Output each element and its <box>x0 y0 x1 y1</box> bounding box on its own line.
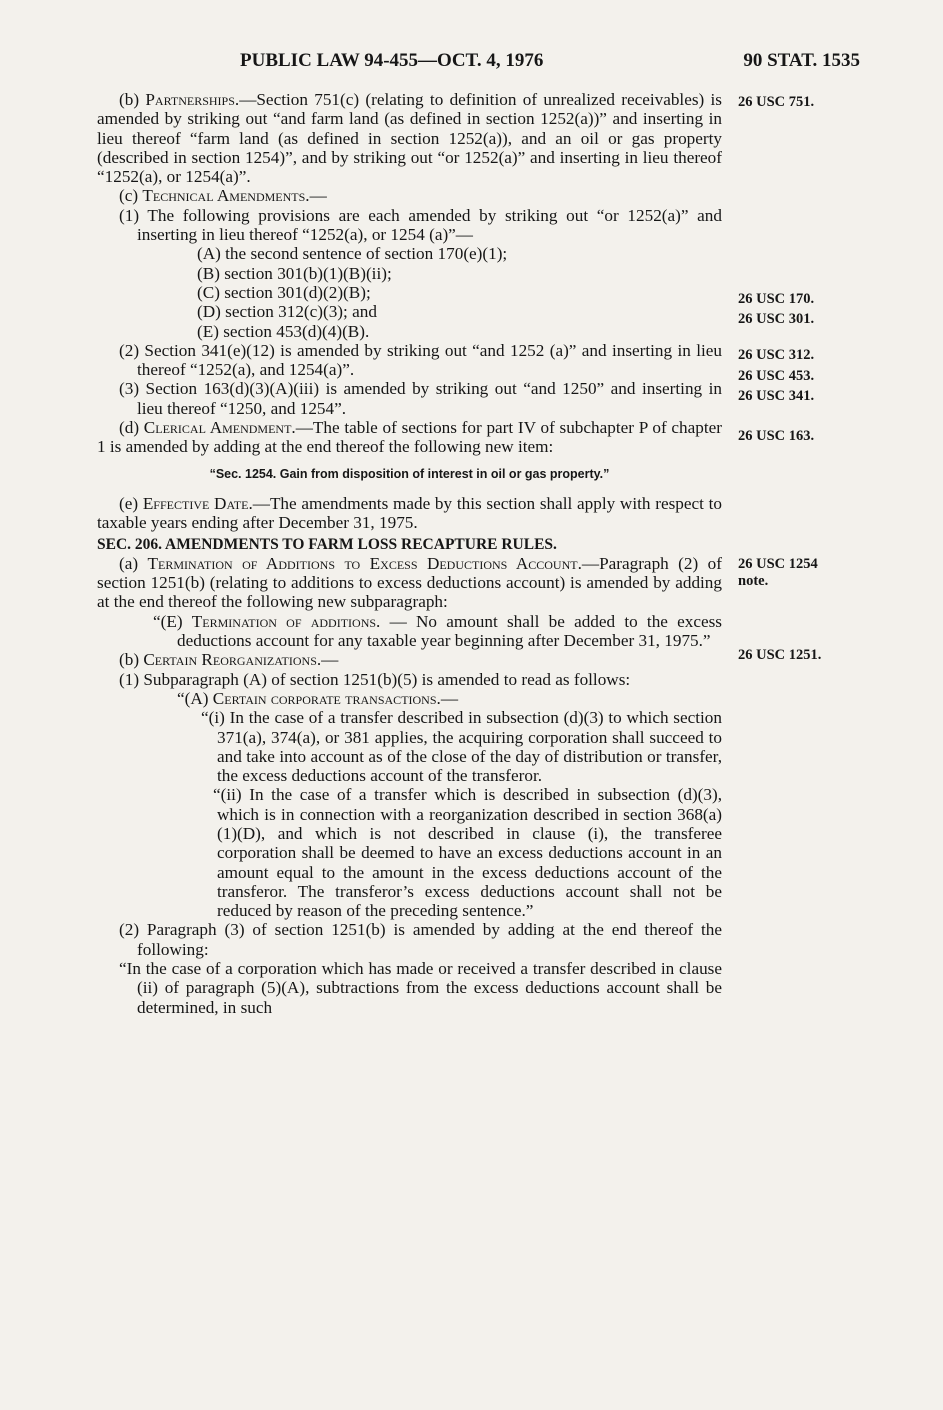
paragraph-a-termination: (a) Termination of Additions to Excess Deductions Account.—Paragraph (2) of section 1251(b) (relating to additions to excess deductions account) is amended by adding at the end thereof the following new subparagraph: <box>97 553 722 612</box>
paragraph-c1: (1) The following provisions are each amended by striking out “or 1252(a)” and inserting in lieu thereof “1252(a), or 1254 (a)”— <box>119 205 722 245</box>
quoted-text-tail: “In the case of a corporation which has made or received a transfer described in clause (ii) of paragraph (5)(A), subtractions from the excess deductions account shall be determined, in such <box>119 959 722 1017</box>
paragraph-b-partnerships: (b) Partnerships.—Section 751(c) (relating to definition of unrealized receivables) is amended by striking out “and farm land (as defined in section 1252(a))” and inserting in lieu thereof “farm land (as defined in section 1252(a)), and an oil or gas property (described in section 1254)”, and by striking out “or 1252(a)” and inserting in lieu thereof “1252(a), or 1254(a)”. <box>97 90 722 187</box>
list-item: (C) section 301(d)(2)(B); <box>197 282 371 302</box>
page-header <box>240 50 860 78</box>
margin-note: note. <box>738 573 769 589</box>
quoted-subparagraph-a: “(A) Certain corporate transactions.— <box>177 688 459 708</box>
margin-note: 26 USC 1254 <box>738 556 818 572</box>
paragraph-c3: (3) Section 163(d)(3)(A)(iii) is amended by striking out “and 1250” and inserting in lieu thereof “1250, and 1254”. <box>119 379 722 418</box>
margin-note: 26 USC 453. <box>738 368 815 384</box>
list-item: (B) section 301(b)(1)(B)(ii); <box>197 263 392 283</box>
paragraph-c2: (2) Section 341(e)(12) is amended by striking out “and 1252 (a)” and inserting in lieu thereof “1252(a), and 1254(a)”. <box>119 340 722 380</box>
paragraph-b1: (1) Subparagraph (A) of section 1251(b)(5) is amended to read as follows: <box>119 669 631 689</box>
header-statute-reference: 90 STAT. 1535 <box>743 50 860 71</box>
margin-note: 26 USC 312. <box>738 347 815 363</box>
list-item: (D) section 312(c)(3); and <box>197 302 377 322</box>
new-table-item: “Sec. 1254. Gain from disposition of interest in oil or gas property.” <box>209 466 610 481</box>
margin-note: 26 USC 301. <box>738 311 815 327</box>
paragraph-b-reorganizations: (b) Certain Reorganizations.— <box>119 650 339 670</box>
margin-note: 26 USC 1251. <box>738 647 822 663</box>
margin-note: 26 USC 170. <box>738 291 815 307</box>
paragraph-c-technical-amendments: (c) Technical Amendments.— <box>119 186 327 206</box>
margin-note: 26 USC 751. <box>738 94 815 110</box>
quoted-clause-i: “(i) In the case of a transfer described in subsection (d)(3) to which section 371(a), 374(a), or 381 applies, the acquiring corporation shall succeed to and take into account as of the close of the day of distribution or transfer, the excess deductions account of the transferor. <box>201 708 722 786</box>
quoted-clause-ii: “(ii) In the case of a transfer which is described in subsection (d)(3), which is in connection with a reorganization described in section 368(a)(1)(D), and which is not described in clause (i), the transferee corporation shall be deemed to have an excess deductions account in an amount equal to the amount in the excess deductions account of the transferor. The transferor’s excess deductions account shall not be reduced by reason of the preceding sentence.” <box>213 785 722 921</box>
list-item: (E) section 453(d)(4)(B). <box>197 321 370 341</box>
list-item: (A) the second sentence of section 170(e)(1); <box>197 244 508 264</box>
paragraph-d-clerical-amendment: (d) Clerical Amendment.—The table of sections for part IV of subchapter P of chapter 1 is amended by adding at the end thereof the following new item: <box>97 418 722 457</box>
quoted-subparagraph-e: “(E) Termination of additions. — No amount shall be added to the excess deductions account for any taxable year beginning after December 31, 1975.” <box>153 611 722 651</box>
paragraph-b2: (2) Paragraph (3) of section 1251(b) is amended by adding at the end thereof the following: <box>119 920 722 959</box>
header-title: PUBLIC LAW 94-455—OCT. 4, 1976 <box>240 50 544 71</box>
document-body <box>97 90 722 1017</box>
paragraph-e-effective-date: (e) Effective Date.—The amendments made by this section shall apply with respect to taxable years ending after December 31, 1975. <box>97 493 722 533</box>
section-206-heading: SEC. 206. AMENDMENTS TO FARM LOSS RECAPTURE RULES. <box>97 535 557 553</box>
margin-note: 26 USC 163. <box>738 428 815 444</box>
margin-note: 26 USC 341. <box>738 388 815 404</box>
